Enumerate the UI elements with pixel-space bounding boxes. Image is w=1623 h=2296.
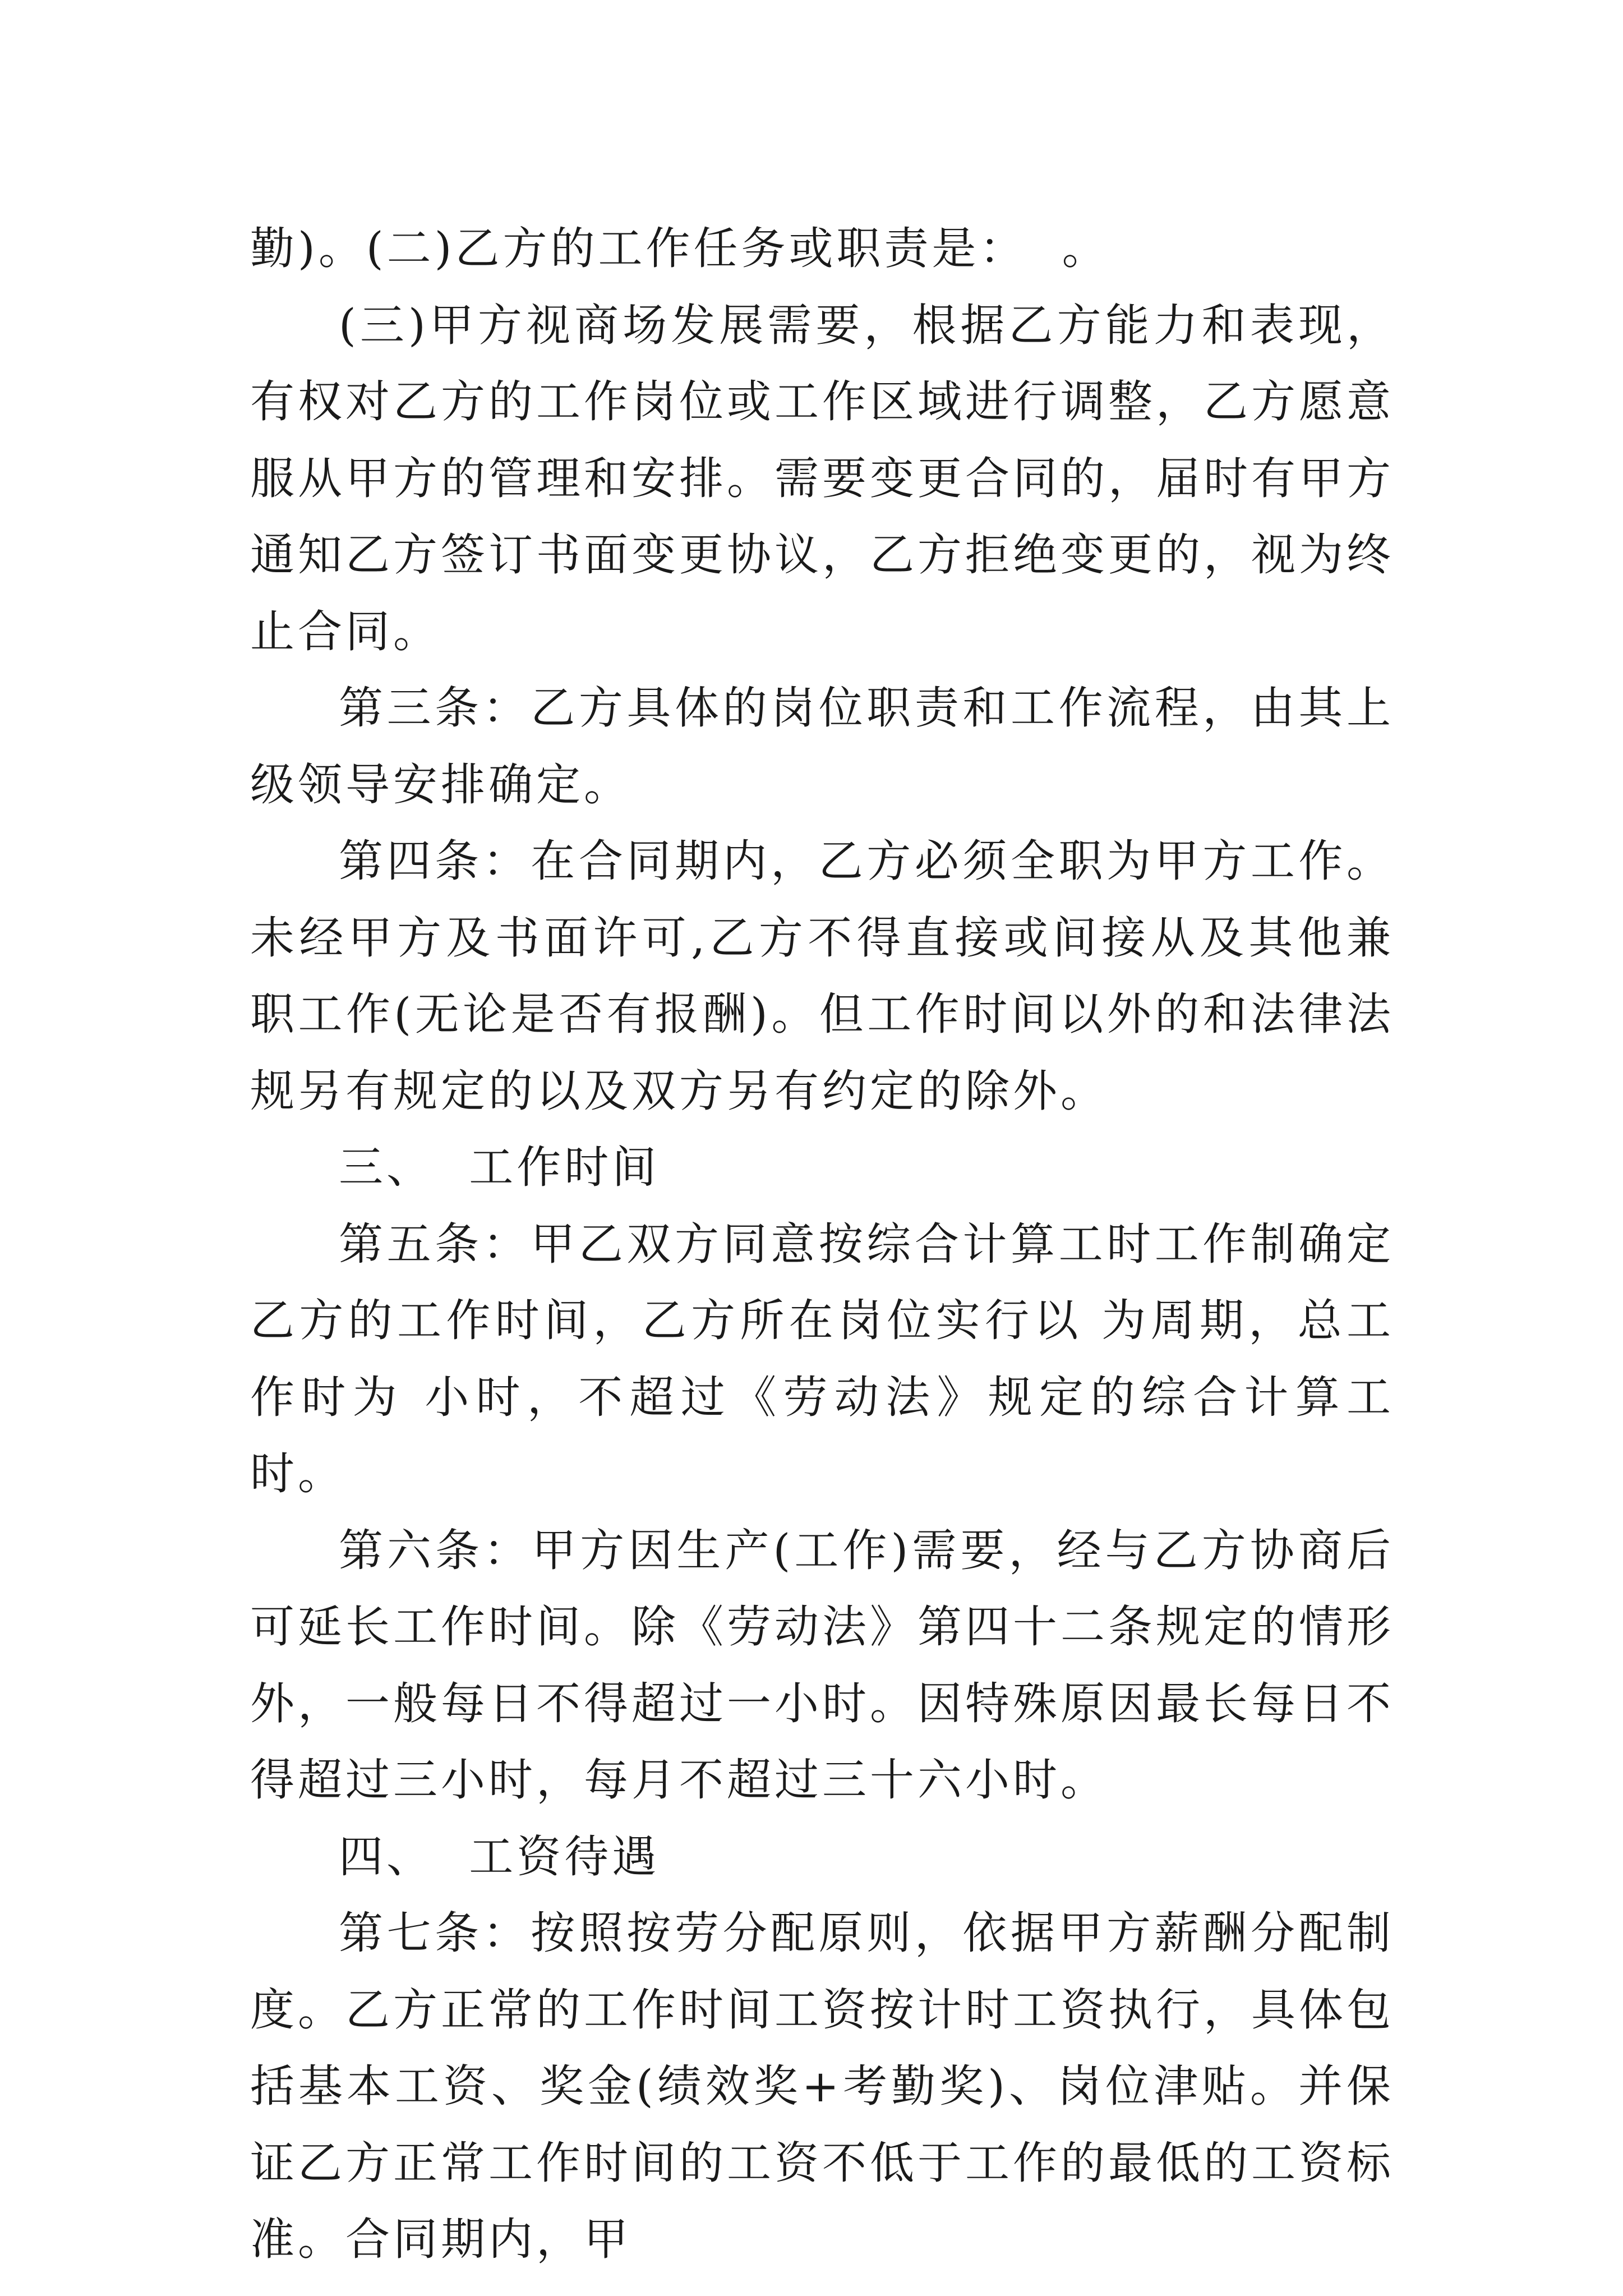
paragraph-clause-3: (三)甲方视商场发展需要，根据乙方能力和表现，有权对乙方的工作岗位或工作区域进行调整，乙方愿意服从甲方的管理和安排。需要变更合同的，届时有甲方通知乙方签订书面变更协议，乙方拒绝变更的，视为终止合同。	[250, 299, 1394, 657]
paragraph-article-5: 第五条：甲乙双方同意按综合计算工时工作制确定乙方的工作时间，乙方所在岗位实行以 为周期，总工作时为 小时，不超过《劳动法》规定的综合计算工时。	[250, 1218, 1394, 1499]
document-body	[250, 210, 1394, 2278]
paragraph-continuation: 勤)。(二)乙方的工作任务或职责是： 。	[250, 223, 1110, 274]
paragraph-article-7: 第七条：按照按劳分配原则，依据甲方薪酬分配制度。乙方正常的工作时间工资按计时工资执行，具体包括基本工资、奖金(绩效奖+考勤奖)、岗位津贴。并保证乙方正常工作时间的工资不低于工作的最低的工资标准。合同期内，甲	[250, 1907, 1394, 2265]
section-heading-working-hours: 三、 工作时间	[339, 1142, 660, 1193]
section-heading-wages: 四、 工资待遇	[339, 1830, 660, 1883]
paragraph-article-3: 第三条：乙方具体的岗位职责和工作流程，由其上级领导安排确定。	[250, 682, 1394, 811]
paragraph-article-4: 第四条：在合同期内，乙方必须全职为甲方工作。未经甲方及书面许可,乙方不得直接或间接从及其他兼职工作(无论是否有报酬)。但工作时间以外的和法律法规另有规定的以及双方另有约定的除外。	[250, 835, 1394, 1117]
paragraph-article-6: 第六条：甲方因生产(工作)需要，经与乙方协商后可延长工作时间。除《劳动法》第四十二条规定的情形外，一般每日不得超过一小时。因特殊原因最长每日不得超过三小时，每月不超过三十六小时。	[250, 1524, 1394, 1806]
